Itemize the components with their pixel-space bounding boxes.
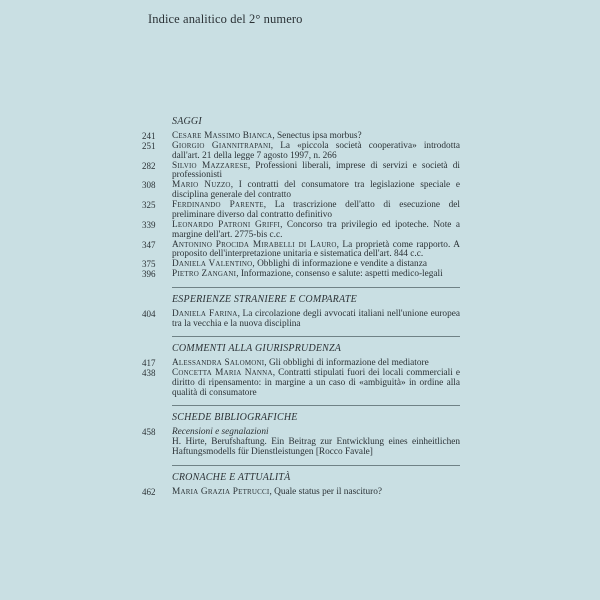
page-number: 462: [142, 486, 156, 497]
section-divider: [172, 336, 460, 337]
page-number: 417: [142, 358, 156, 369]
entry-text: [172, 270, 460, 280]
index-section: [142, 405, 460, 457]
entry-title: , Gli obblighi di informazione del mediatore: [264, 358, 429, 369]
entry-author: Mario Nuzzo: [172, 180, 231, 191]
page-number: 251: [142, 141, 156, 151]
index-entry: [142, 270, 460, 280]
index-entry: [142, 162, 460, 181]
entry-title: , Quale status per il nascituro?: [269, 486, 383, 497]
entry-text: [172, 488, 460, 498]
entry-author: Daniela Valentino: [172, 259, 253, 270]
table-of-contents: [142, 115, 460, 504]
index-entry: [142, 241, 460, 260]
page-header: Indice analitico del 2° numero: [148, 12, 303, 26]
index-entry: [142, 221, 460, 240]
entry-text: [172, 162, 460, 181]
section-divider: [172, 465, 460, 466]
entry-title: , La «piccola società cooperativa» introdotta dall'art. 21 della legge 7 agosto 1997, n. 266: [172, 141, 461, 161]
entry-title: , Obblighi di informazione e vendite a distanza: [252, 259, 427, 270]
index-section: [142, 287, 460, 329]
entry-author: Cesare Massimo Bianca: [172, 131, 273, 141]
entry-title: , Senectus ipsa morbus?: [272, 131, 362, 141]
entry-author: Leonardo Patroni Griffi: [172, 219, 281, 230]
page-number: 347: [142, 239, 156, 250]
index-section: [142, 115, 460, 280]
page-number: 396: [142, 269, 156, 280]
index-entry: [142, 310, 460, 329]
entry-author: Daniela Farina: [172, 308, 238, 319]
entry-title: , La trascrizione dell'atto di esecuzione del preliminare diverso dal contratto definitivo: [172, 200, 460, 220]
entry-title: , Professioni liberali, imprese di servizi e società di professionisti: [172, 160, 460, 181]
entry-text: [172, 181, 460, 200]
section-divider: [172, 287, 460, 288]
index-entry: [142, 488, 460, 498]
entry-author: Silvio Mazzarese: [172, 160, 248, 171]
entry-author: Alessandra Salomoni: [172, 358, 265, 369]
page-number: 308: [142, 180, 156, 191]
section-title: SAGGI: [172, 116, 202, 127]
section-title: ESPERIENZE STRANIERE E COMPARATE: [172, 293, 357, 305]
entry-author: Pietro Zangani: [172, 269, 237, 280]
page-number: 339: [142, 219, 156, 230]
entry-text: [172, 221, 460, 240]
entry-author: Concetta Maria Nanna: [172, 368, 273, 379]
entry-title: , La circolazione degli avvocati italiani nell'unione europea tra la vecchia e la nuova disciplina: [172, 308, 460, 329]
index-entry: [142, 201, 460, 220]
index-entry: [142, 428, 460, 457]
page-number: 325: [142, 200, 156, 211]
entry-author: Antonino Procida Mirabelli di Lauro: [172, 239, 337, 250]
entry-subheading: Recensioni e segnalazioni: [172, 427, 269, 438]
section-title: CRONACHE E ATTUALITÀ: [172, 471, 291, 483]
section-title: COMMENTI ALLA GIURISPRUDENZA: [172, 343, 342, 355]
entry-title: , I contratti del consumatore tra legislazione speciale e disciplina generale del contratto: [172, 180, 461, 201]
entry-text: [172, 369, 460, 398]
entry-text: [172, 428, 460, 457]
entry-text: [172, 142, 460, 161]
section-divider: [172, 405, 460, 406]
entry-title: , Contratti stipulati fuori dei locali commerciali e diritto di ripensamento: in margine a un caso di «ambiguità» in ordine alla qualità di consumatore: [172, 368, 460, 398]
entry-text: [172, 310, 460, 329]
page-number: 241: [142, 131, 156, 141]
entry-author: Maria Grazia Petrucci: [172, 486, 270, 497]
index-entry: [142, 369, 460, 398]
page-number: 438: [142, 368, 156, 379]
entry-text: [172, 201, 460, 220]
page-number: 282: [142, 160, 156, 171]
index-section: [142, 465, 460, 498]
index-section: [142, 336, 460, 398]
page-number: 375: [142, 259, 156, 270]
entry-title: , Informazione, consenso e salute: aspetti medico-legali: [236, 269, 443, 280]
page-number: 458: [142, 427, 156, 438]
entry-title: H. Hirte, Berufshaftung. Ein Beitrag zur Entwicklung eines einheitlichen Haftungsmodells für Dienstleistungen [Rocco Favale]: [172, 437, 460, 457]
section-title: SCHEDE BIBLIOGRAFICHE: [172, 412, 298, 424]
entry-title: , La proprietà come rapporto. A proposito dell'interpretazione unitaria e sistematica dell'art. 844 c.c.: [172, 239, 460, 260]
index-entry: [142, 142, 460, 161]
index-entry: [142, 181, 460, 200]
entry-author: Ferdinando Parente: [172, 200, 264, 211]
entry-author: Giorgio Giannitrapani: [172, 141, 271, 151]
entry-title: , Concorso tra privilegio ed ipoteche. Note a margine dell'art. 2775-bis c.c.: [172, 219, 460, 240]
page-number: 404: [142, 308, 156, 319]
entry-text: [172, 241, 460, 260]
